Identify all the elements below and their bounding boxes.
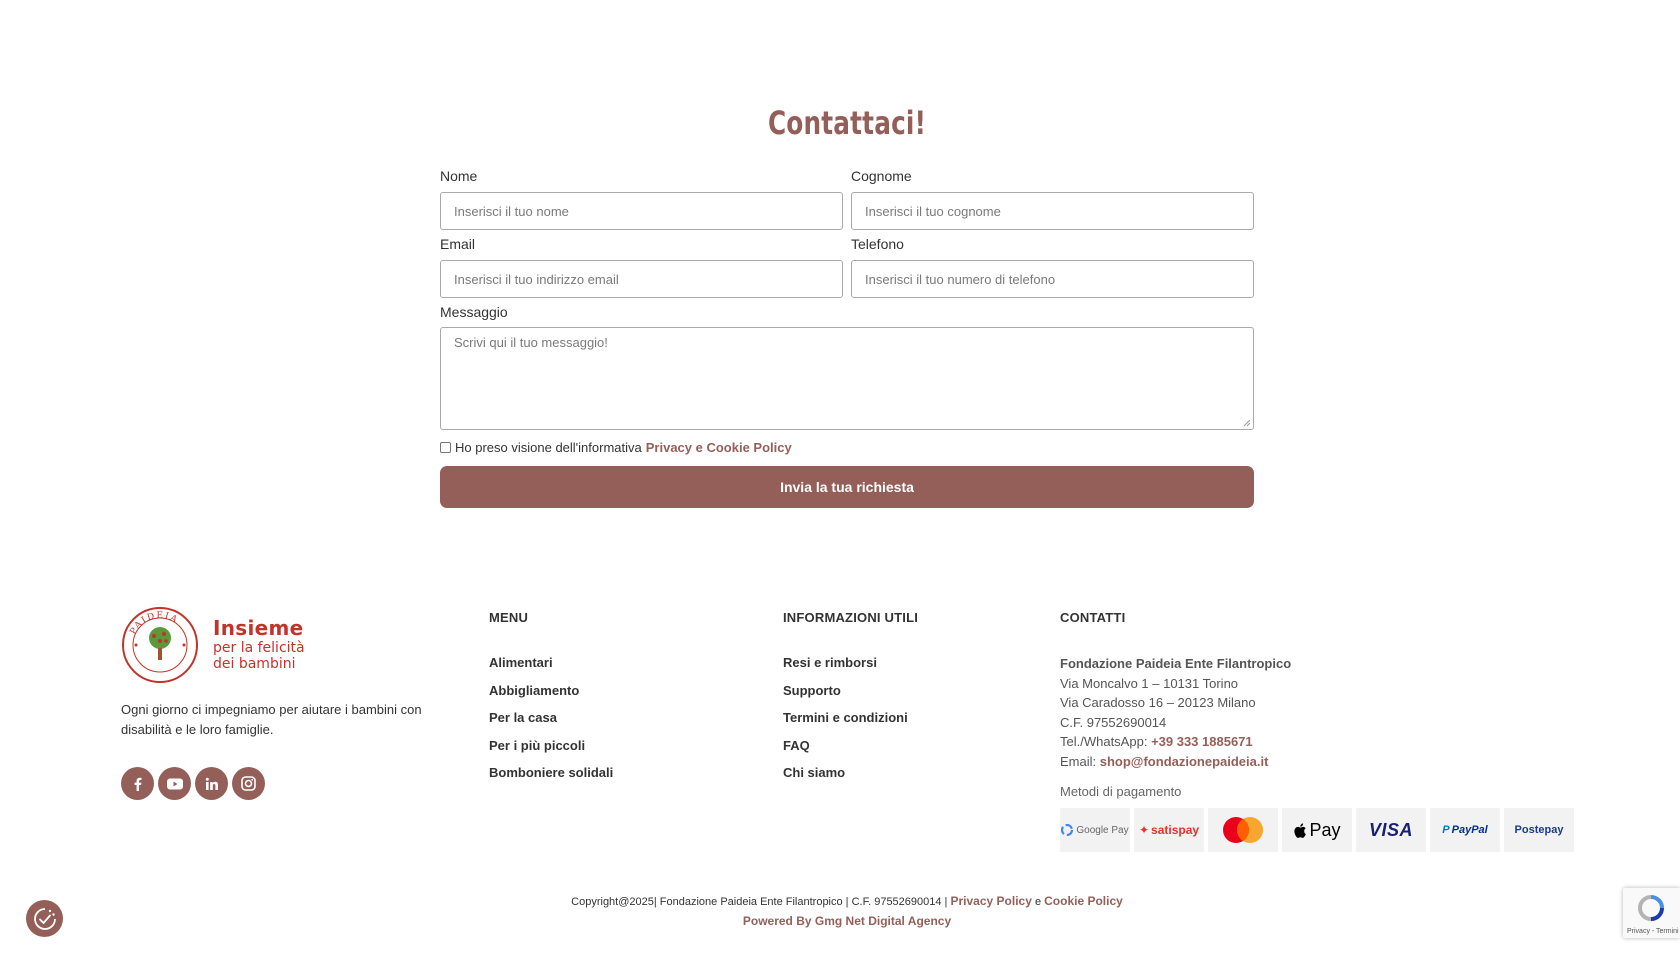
address-torino: Via Moncalvo 1 – 10131 Torino xyxy=(1060,675,1239,691)
logo-line1: per la felicità xyxy=(213,640,305,656)
google-pay-icon xyxy=(1060,808,1130,852)
copyright-text: Copyright@2025| Fondazione Paideia Ente Filantropico | C.F. 97552690014 | xyxy=(571,896,948,908)
menu-heading: MENU xyxy=(489,610,529,625)
address-milano: Via Caradosso 16 – 20123 Milano xyxy=(1060,695,1256,711)
consent-text: Ho preso visione dell'informativa xyxy=(455,440,642,455)
resize-handle-icon[interactable] xyxy=(1243,419,1251,427)
copyright-and: e xyxy=(1034,896,1042,908)
facebook-link[interactable] xyxy=(121,767,154,800)
message-label: Messaggio xyxy=(440,304,508,320)
submit-button[interactable]: Invia la tua richiesta xyxy=(440,466,1254,508)
youtube-icon xyxy=(167,778,183,790)
info-item-chi-siamo[interactable]: Chi siamo xyxy=(783,765,846,781)
linkedin-link[interactable] xyxy=(195,767,228,800)
consent-checkbox[interactable] xyxy=(440,442,451,453)
foundation-description: Ogni giorno ci impegniamo per aiutare i bambini con disabilità e le loro famiglie. xyxy=(121,702,422,737)
info-heading: INFORMAZIONI UTILI xyxy=(783,610,919,625)
contacts-block xyxy=(1060,654,1291,772)
first-name-label: Nome xyxy=(440,168,478,184)
svg-text:PAIDEIA: PAIDEIA xyxy=(128,610,180,637)
last-name-input[interactable]: Inserisci il tuo cognome xyxy=(851,192,1254,230)
apple-pay-icon xyxy=(1282,808,1352,852)
phone-label: Tel./WhatsApp: xyxy=(1060,734,1148,750)
cookie-policy-link[interactable]: Cookie Policy xyxy=(1044,894,1123,908)
instagram-icon xyxy=(241,776,256,791)
menu-list xyxy=(489,654,613,792)
copyright-line xyxy=(0,894,1680,908)
email-label-footer: Email: xyxy=(1060,753,1097,769)
phone-input[interactable]: Inserisci il tuo numero di telefono xyxy=(851,260,1254,298)
phone-label: Telefono xyxy=(851,236,904,252)
email-input[interactable]: Inserisci il tuo indirizzo email xyxy=(440,260,843,298)
fiscal-code: C.F. 97552690014 xyxy=(1060,714,1167,730)
recaptcha-badge[interactable] xyxy=(1623,888,1680,938)
menu-item-per-la-casa[interactable]: Per la casa xyxy=(489,710,557,726)
contacts-heading: CONTATTI xyxy=(1060,610,1126,625)
menu-item-bomboniere-solidali[interactable]: Bomboniere solidali xyxy=(489,765,614,781)
satispay-icon: ✦ satispay xyxy=(1134,808,1204,852)
page-title: Contattaci! xyxy=(767,104,927,142)
phone-line xyxy=(1060,732,1291,752)
email-line xyxy=(1060,752,1291,772)
org-name: Fondazione Paideia Ente Filantropico xyxy=(1060,656,1292,671)
email-link[interactable]: shop@fondazionepaideia.it xyxy=(1099,753,1269,769)
info-item-resi-rimborsi[interactable]: Resi e rimborsi xyxy=(783,655,877,670)
info-item-faq[interactable]: FAQ xyxy=(783,737,810,753)
info-item-termini[interactable]: Termini e condizioni xyxy=(783,710,908,726)
linkedin-icon xyxy=(205,777,219,791)
payment-methods-title: Metodi di pagamento xyxy=(1060,784,1182,799)
logo-headline: Insieme xyxy=(213,616,304,640)
menu-item-abbigliamento[interactable]: Abbigliamento xyxy=(489,682,580,698)
info-list xyxy=(783,654,908,792)
recaptcha-links[interactable]: Privacy - Termini xyxy=(1627,928,1679,935)
payment-methods xyxy=(1060,808,1574,852)
foundation-logo[interactable] xyxy=(121,606,321,686)
youtube-link[interactable] xyxy=(158,767,191,800)
consent-privacy-link[interactable]: Privacy e Cookie Policy xyxy=(645,440,792,455)
postepay-icon: Postepay xyxy=(1504,808,1574,852)
cookie-preferences-button[interactable] xyxy=(26,900,63,937)
recaptcha-icon xyxy=(1637,894,1665,922)
logo-tagline xyxy=(213,616,305,672)
paypal-label: PayPal xyxy=(1451,824,1488,836)
powered-by-link[interactable]: Powered By Gmg Net Digital Agency xyxy=(742,914,952,928)
google-pay-label: Google Pay xyxy=(1076,824,1129,836)
social-links xyxy=(121,767,265,800)
mastercard-icon xyxy=(1208,808,1278,852)
menu-item-alimentari[interactable]: Alimentari xyxy=(489,655,553,670)
privacy-policy-link[interactable]: Privacy Policy xyxy=(950,894,1032,908)
consent-row xyxy=(440,440,792,455)
facebook-icon xyxy=(131,777,145,791)
info-item-supporto[interactable]: Supporto xyxy=(783,682,841,698)
last-name-label: Cognome xyxy=(851,168,912,184)
visa-icon: VISA xyxy=(1356,808,1426,852)
first-name-input[interactable]: Inserisci il tuo nome xyxy=(440,192,843,230)
instagram-link[interactable] xyxy=(232,767,265,800)
email-label: Email xyxy=(440,236,476,252)
phone-link[interactable]: +39 333 1885671 xyxy=(1151,734,1253,750)
paypal-icon: P PayPal xyxy=(1430,808,1500,852)
menu-item-per-i-piu-piccoli[interactable]: Per i più piccoli xyxy=(489,737,586,753)
foundation-emblem-icon xyxy=(121,606,199,684)
logo-line2: dei bambini xyxy=(213,656,296,672)
message-placeholder: Scrivi qui il tuo messaggio! xyxy=(454,335,608,350)
cookie-consent-icon xyxy=(33,907,57,931)
message-textarea[interactable] xyxy=(440,327,1254,430)
apple-pay-label: Pay xyxy=(1309,819,1341,840)
satispay-label: satispay xyxy=(1151,823,1200,837)
